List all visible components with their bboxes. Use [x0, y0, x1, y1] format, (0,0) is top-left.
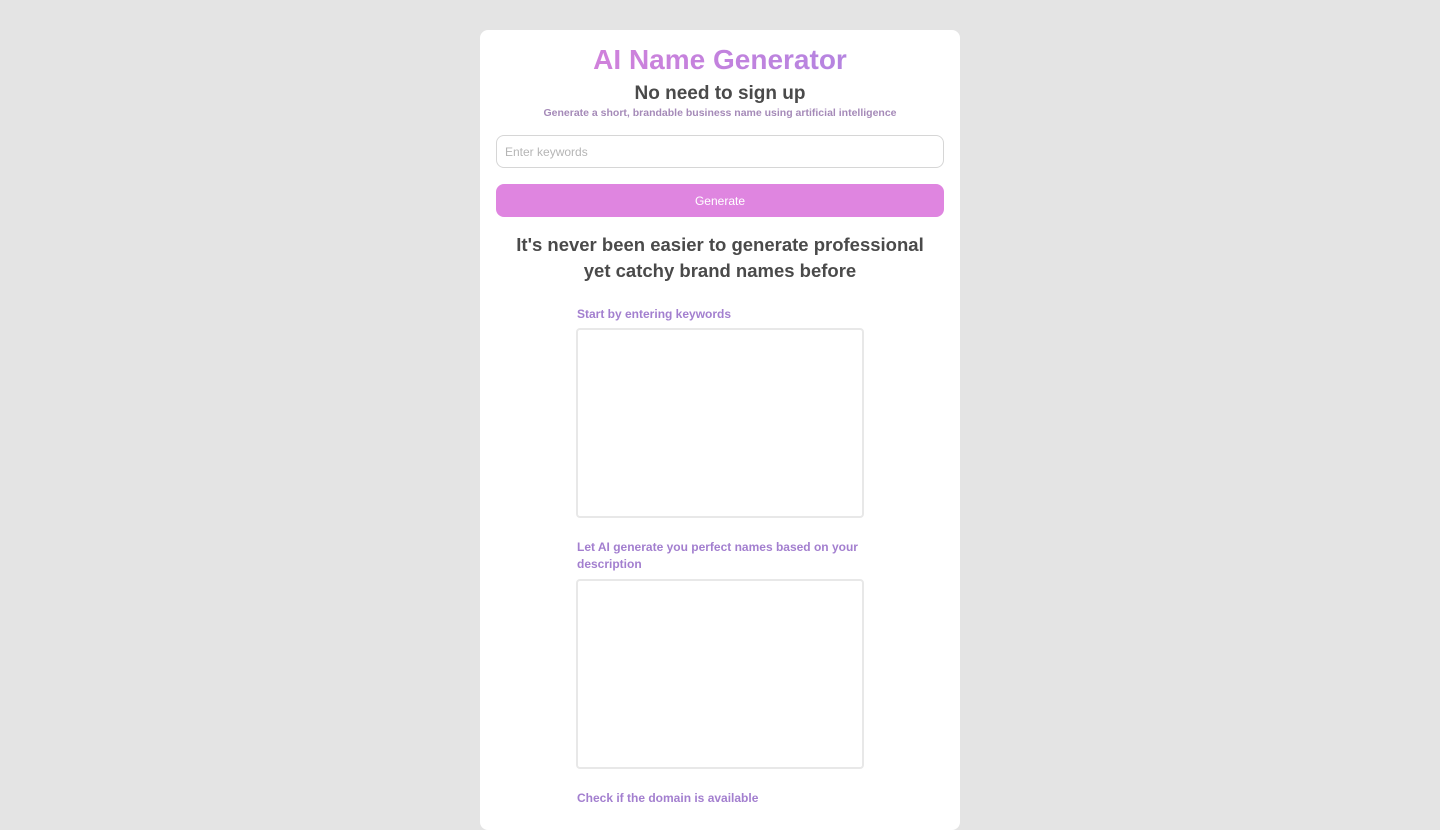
- step-label-ai-generate: Let AI generate you perfect names based on your description: [577, 540, 858, 571]
- step-illustration-ai-generate: [576, 579, 864, 769]
- page-tagline: Generate a short, brandable business name using artificial intelligence: [543, 107, 897, 119]
- step-label-keywords: Start by entering keywords: [577, 307, 732, 321]
- generator-card: [480, 30, 960, 830]
- page-title: AI Name Generator: [480, 42, 960, 78]
- step-illustration-keywords: [576, 328, 864, 518]
- features-headline: It's never been easier to generate professional yet catchy brand names before: [516, 234, 924, 281]
- generate-button[interactable]: Generate: [496, 184, 944, 217]
- step-label-domain-check: Check if the domain is available: [577, 791, 759, 805]
- page-subtitle: No need to sign up: [634, 83, 806, 104]
- keywords-input[interactable]: [496, 135, 944, 168]
